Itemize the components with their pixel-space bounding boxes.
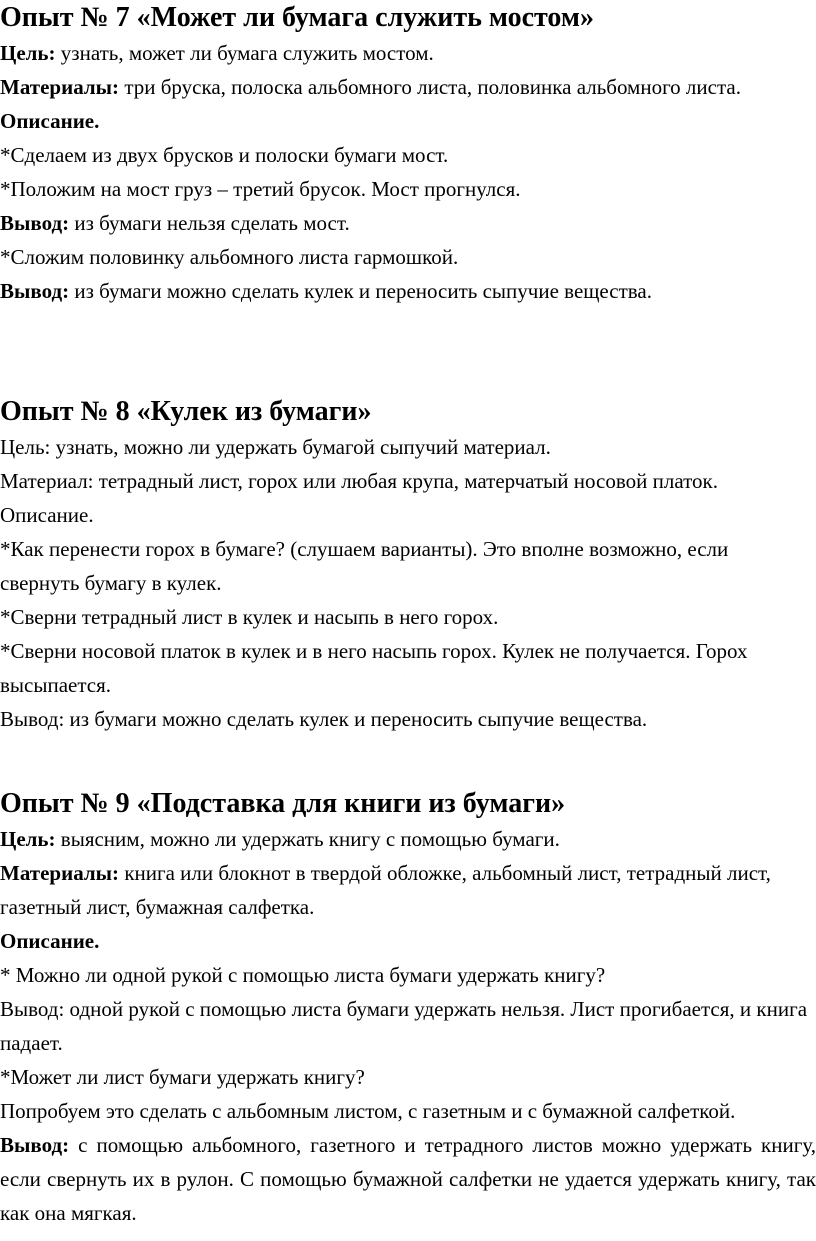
experiment-7-description-label: Описание. [0,109,100,133]
experiment-9-step-2: *Может ли лист бумаги удержать книгу? [0,1065,365,1089]
conclusion-label: Вывод: [0,211,70,235]
goal-text: выясним, можно ли удержать книгу с помощью бумаги. [55,827,560,851]
experiment-9-step-3: Попробуем это сделать с альбомным листом, с газетным и с бумажной салфеткой. [0,1099,736,1123]
experiment-9-step-1: * Можно ли одной рукой с помощью листа бумаги удержать книгу? [0,963,606,987]
experiment-7-conclusion-2 [0,274,816,308]
experiment-7-step-1: *Сделаем из двух брусков и полоски бумаги мост. [0,143,449,167]
experiment-8-goal: Цель: узнать, можно ли удержать бумагой сыпучий материал. [0,435,551,459]
experiment-9-conclusion-1: Вывод: одной рукой с помощью листа бумаги удержать нельзя. Лист прогибается, и книга падает. [0,997,808,1055]
conclusion-label: Вывод: [0,279,70,303]
conclusion-label: Вывод: [0,1133,70,1157]
experiment-7-goal [0,36,816,70]
experiment-8 [0,396,816,736]
experiment-8-step-1: *Как перенести горох в бумаге? (слушаем варианты). Это вполне возможно, если свернуть бумагу в кулек. [0,537,729,595]
experiment-9-description-label: Описание. [0,929,100,953]
experiment-9-materials [0,856,816,924]
experiment-9 [0,788,816,1230]
materials-text: книга или блокнот в твердой обложке, альбомный лист, тетрадный лист, газетный лист, бумажная салфетка. [0,861,771,919]
materials-label: Материалы: [0,75,120,99]
goal-label: Цель: [0,827,56,851]
experiment-7 [0,2,816,308]
experiment-8-conclusion: Вывод: из бумаги можно сделать кулек и переносить сыпучие вещества. [0,707,648,731]
experiment-7-title: Опыт № 7 «Может ли бумага служить мостом» [0,2,594,33]
experiment-8-materials: Материал: тетрадный лист, горох или любая крупа, матерчатый носовой платок. Описание. [0,469,718,527]
experiment-8-title: Опыт № 8 «Кулек из бумаги» [0,396,372,427]
experiment-8-step-2: *Сверни тетрадный лист в кулек и насыпь в него горох. [0,605,499,629]
experiment-9-goal [0,822,816,856]
experiment-8-step-3: *Сверни носовой платок в кулек и в него насыпь горох. Кулек не получается. Горох высыпается. [0,639,748,697]
experiment-7-conclusion-1 [0,206,816,240]
experiment-7-step-3: *Сложим половинку альбомного листа гармошкой. [0,245,459,269]
experiment-9-title: Опыт № 9 «Подставка для книги из бумаги» [0,788,566,819]
conclusion-text: из бумаги можно сделать кулек и переносить сыпучие вещества. [69,279,652,303]
experiment-9-conclusion-2 [0,1128,816,1230]
conclusion-text: с помощью альбомного, газетного и тетрадного листов можно удержать книгу, если свернуть их в рулон. С помощью бумажной салфетки не удается удержать книгу, так как она мягкая. [0,1133,816,1225]
goal-text: узнать, может ли бумага служить мостом. [55,41,434,65]
experiment-7-materials [0,70,816,104]
materials-label: Материалы: [0,861,120,885]
experiment-7-step-2: *Положим на мост груз – третий брусок. Мост прогнулся. [0,177,521,201]
materials-text: три бруска, полоска альбомного листа, половинка альбомного листа. [119,75,741,99]
conclusion-text: из бумаги нельзя сделать мост. [69,211,350,235]
goal-label: Цель: [0,41,56,65]
